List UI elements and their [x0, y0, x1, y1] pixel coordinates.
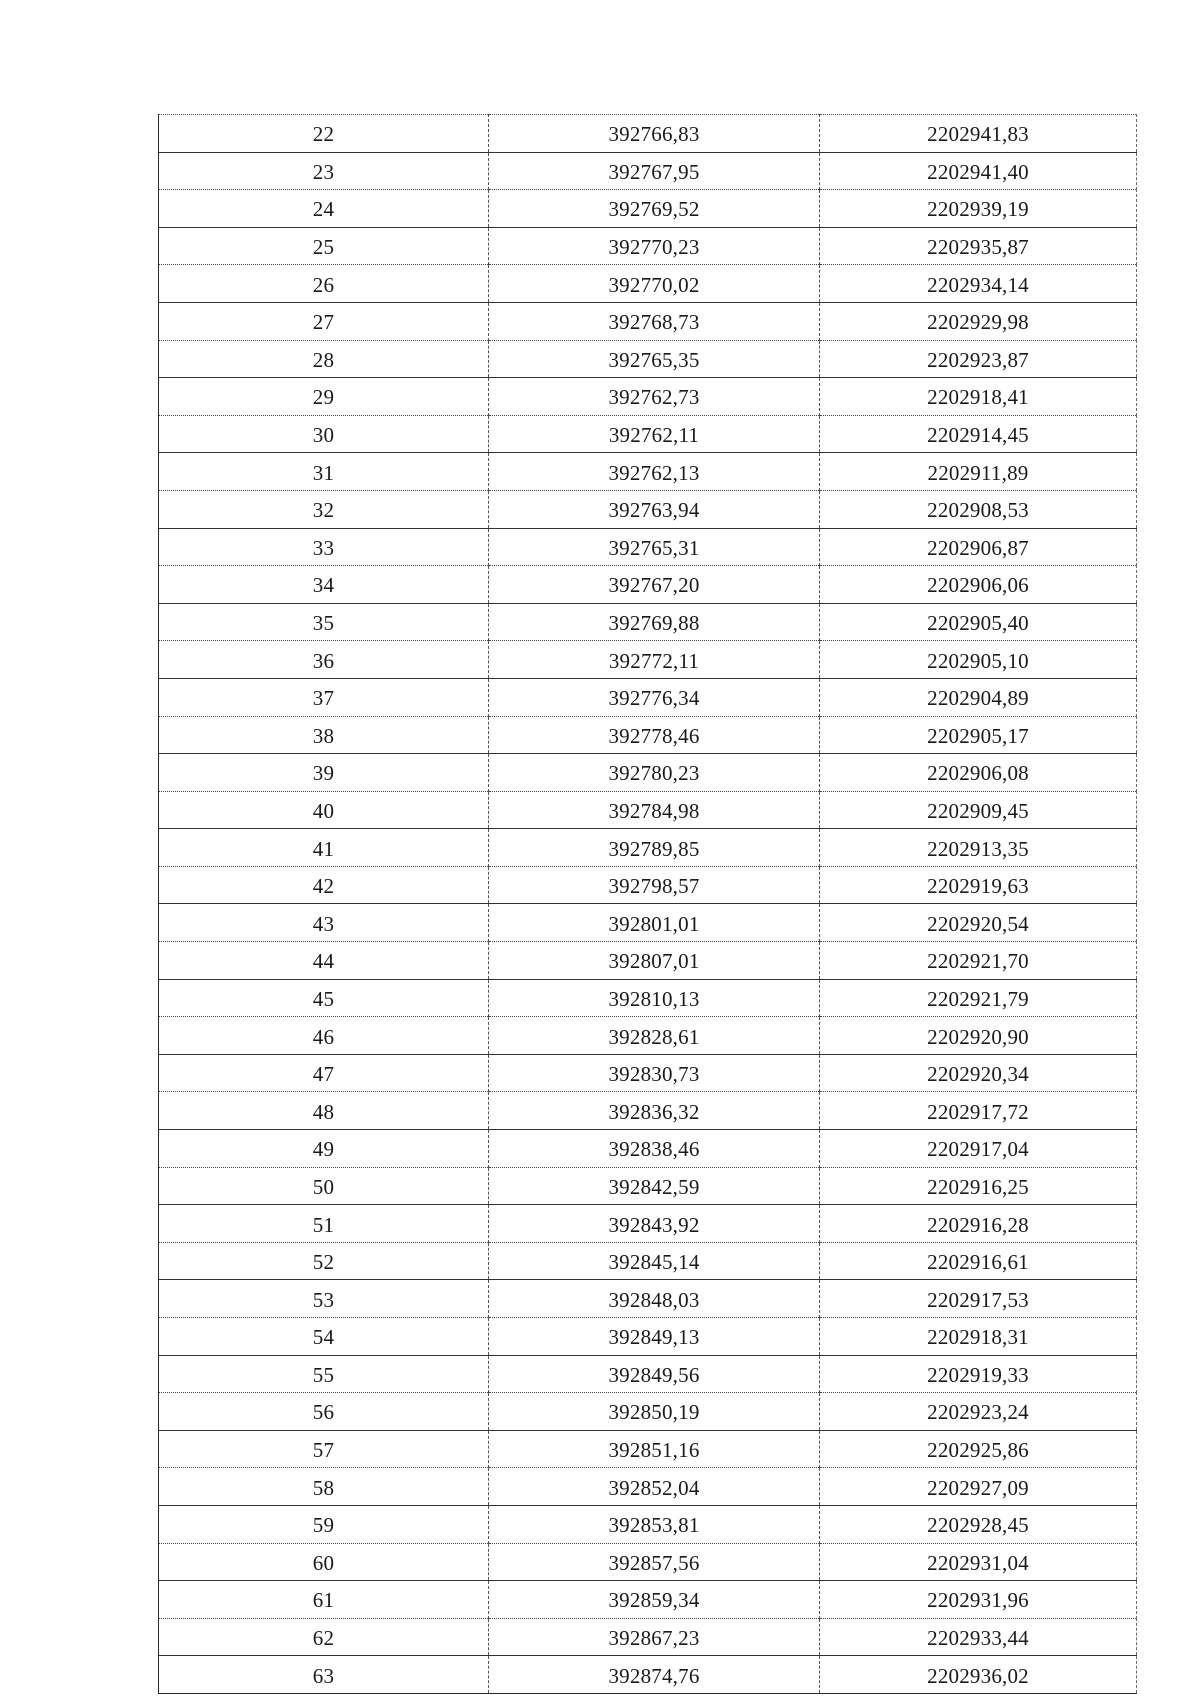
coordinates-table: [158, 114, 1137, 1694]
table-row: [159, 1543, 1137, 1581]
point-number-cell: 59: [159, 1505, 489, 1543]
point-number-cell: 48: [159, 1092, 489, 1130]
y-coordinate-cell: 2202931,96: [820, 1581, 1137, 1619]
x-coordinate-cell: 392810,13: [489, 979, 820, 1017]
y-coordinate-cell: 2202941,83: [820, 115, 1137, 153]
x-coordinate-cell: 392770,02: [489, 265, 820, 303]
x-coordinate-cell: 392780,23: [489, 754, 820, 792]
table-row: [159, 265, 1137, 303]
table-row: [159, 678, 1137, 716]
table-row: [159, 942, 1137, 980]
point-number-cell: 29: [159, 378, 489, 416]
point-number-cell: 42: [159, 866, 489, 904]
table-row: [159, 1430, 1137, 1468]
y-coordinate-cell: 2202927,09: [820, 1468, 1137, 1506]
x-coordinate-cell: 392767,20: [489, 566, 820, 604]
point-number-cell: 34: [159, 566, 489, 604]
table-row: [159, 641, 1137, 679]
x-coordinate-cell: 392801,01: [489, 904, 820, 942]
y-coordinate-cell: 2202923,87: [820, 340, 1137, 378]
y-coordinate-cell: 2202921,79: [820, 979, 1137, 1017]
x-coordinate-cell: 392763,94: [489, 490, 820, 528]
x-coordinate-cell: 392850,19: [489, 1393, 820, 1431]
point-number-cell: 55: [159, 1355, 489, 1393]
y-coordinate-cell: 2202916,28: [820, 1205, 1137, 1243]
table-row: [159, 904, 1137, 942]
point-number-cell: 46: [159, 1017, 489, 1055]
point-number-cell: 24: [159, 190, 489, 228]
y-coordinate-cell: 2202916,25: [820, 1167, 1137, 1205]
table-row: [159, 1280, 1137, 1318]
point-number-cell: 57: [159, 1430, 489, 1468]
point-number-cell: 26: [159, 265, 489, 303]
y-coordinate-cell: 2202905,40: [820, 603, 1137, 641]
point-number-cell: 47: [159, 1054, 489, 1092]
x-coordinate-cell: 392828,61: [489, 1017, 820, 1055]
x-coordinate-cell: 392769,52: [489, 190, 820, 228]
point-number-cell: 27: [159, 302, 489, 340]
table-row: [159, 1054, 1137, 1092]
y-coordinate-cell: 2202911,89: [820, 453, 1137, 491]
x-coordinate-cell: 392776,34: [489, 678, 820, 716]
table-row: [159, 716, 1137, 754]
y-coordinate-cell: 2202920,34: [820, 1054, 1137, 1092]
table-row: [159, 979, 1137, 1017]
x-coordinate-cell: 392849,56: [489, 1355, 820, 1393]
y-coordinate-cell: 2202906,08: [820, 754, 1137, 792]
y-coordinate-cell: 2202909,45: [820, 791, 1137, 829]
point-number-cell: 44: [159, 942, 489, 980]
x-coordinate-cell: 392770,23: [489, 227, 820, 265]
y-coordinate-cell: 2202936,02: [820, 1656, 1137, 1694]
table-row: [159, 115, 1137, 153]
x-coordinate-cell: 392784,98: [489, 791, 820, 829]
x-coordinate-cell: 392838,46: [489, 1130, 820, 1168]
point-number-cell: 49: [159, 1130, 489, 1168]
point-number-cell: 31: [159, 453, 489, 491]
point-number-cell: 41: [159, 829, 489, 867]
y-coordinate-cell: 2202929,98: [820, 302, 1137, 340]
x-coordinate-cell: 392767,95: [489, 152, 820, 190]
table-row: [159, 754, 1137, 792]
table-row: [159, 1242, 1137, 1280]
point-number-cell: 45: [159, 979, 489, 1017]
x-coordinate-cell: 392807,01: [489, 942, 820, 980]
x-coordinate-cell: 392848,03: [489, 1280, 820, 1318]
y-coordinate-cell: 2202921,70: [820, 942, 1137, 980]
point-number-cell: 32: [159, 490, 489, 528]
x-coordinate-cell: 392859,34: [489, 1581, 820, 1619]
coordinates-table-body: [159, 115, 1137, 1694]
x-coordinate-cell: 392830,73: [489, 1054, 820, 1092]
point-number-cell: 30: [159, 415, 489, 453]
y-coordinate-cell: 2202917,72: [820, 1092, 1137, 1130]
x-coordinate-cell: 392845,14: [489, 1242, 820, 1280]
table-row: [159, 415, 1137, 453]
x-coordinate-cell: 392762,73: [489, 378, 820, 416]
table-row: [159, 302, 1137, 340]
x-coordinate-cell: 392769,88: [489, 603, 820, 641]
x-coordinate-cell: 392789,85: [489, 829, 820, 867]
y-coordinate-cell: 2202918,41: [820, 378, 1137, 416]
point-number-cell: 36: [159, 641, 489, 679]
x-coordinate-cell: 392857,56: [489, 1543, 820, 1581]
point-number-cell: 62: [159, 1618, 489, 1656]
point-number-cell: 37: [159, 678, 489, 716]
x-coordinate-cell: 392851,16: [489, 1430, 820, 1468]
x-coordinate-cell: 392853,81: [489, 1505, 820, 1543]
table-row: [159, 1505, 1137, 1543]
table-row: [159, 1167, 1137, 1205]
point-number-cell: 35: [159, 603, 489, 641]
point-number-cell: 54: [159, 1318, 489, 1356]
x-coordinate-cell: 392778,46: [489, 716, 820, 754]
table-row: [159, 1355, 1137, 1393]
y-coordinate-cell: 2202920,54: [820, 904, 1137, 942]
table-row: [159, 829, 1137, 867]
point-number-cell: 39: [159, 754, 489, 792]
table-row: [159, 490, 1137, 528]
point-number-cell: 50: [159, 1167, 489, 1205]
table-row: [159, 1468, 1137, 1506]
y-coordinate-cell: 2202939,19: [820, 190, 1137, 228]
point-number-cell: 61: [159, 1581, 489, 1619]
y-coordinate-cell: 2202920,90: [820, 1017, 1137, 1055]
point-number-cell: 28: [159, 340, 489, 378]
table-row: [159, 528, 1137, 566]
table-row: [159, 152, 1137, 190]
y-coordinate-cell: 2202916,61: [820, 1242, 1137, 1280]
y-coordinate-cell: 2202917,04: [820, 1130, 1137, 1168]
point-number-cell: 33: [159, 528, 489, 566]
y-coordinate-cell: 2202925,86: [820, 1430, 1137, 1468]
table-row: [159, 1581, 1137, 1619]
y-coordinate-cell: 2202905,10: [820, 641, 1137, 679]
y-coordinate-cell: 2202919,63: [820, 866, 1137, 904]
table-row: [159, 1656, 1137, 1694]
table-row: [159, 1092, 1137, 1130]
y-coordinate-cell: 2202906,06: [820, 566, 1137, 604]
point-number-cell: 63: [159, 1656, 489, 1694]
x-coordinate-cell: 392836,32: [489, 1092, 820, 1130]
point-number-cell: 43: [159, 904, 489, 942]
table-row: [159, 190, 1137, 228]
x-coordinate-cell: 392798,57: [489, 866, 820, 904]
table-row: [159, 566, 1137, 604]
table-row: [159, 227, 1137, 265]
y-coordinate-cell: 2202905,17: [820, 716, 1137, 754]
x-coordinate-cell: 392849,13: [489, 1318, 820, 1356]
table-row: [159, 378, 1137, 416]
x-coordinate-cell: 392765,35: [489, 340, 820, 378]
x-coordinate-cell: 392772,11: [489, 641, 820, 679]
table-row: [159, 1618, 1137, 1656]
y-coordinate-cell: 2202935,87: [820, 227, 1137, 265]
table-row: [159, 340, 1137, 378]
y-coordinate-cell: 2202913,35: [820, 829, 1137, 867]
y-coordinate-cell: 2202908,53: [820, 490, 1137, 528]
table-row: [159, 1017, 1137, 1055]
y-coordinate-cell: 2202928,45: [820, 1505, 1137, 1543]
x-coordinate-cell: 392874,76: [489, 1656, 820, 1694]
y-coordinate-cell: 2202904,89: [820, 678, 1137, 716]
x-coordinate-cell: 392766,83: [489, 115, 820, 153]
table-row: [159, 866, 1137, 904]
y-coordinate-cell: 2202933,44: [820, 1618, 1137, 1656]
y-coordinate-cell: 2202906,87: [820, 528, 1137, 566]
point-number-cell: 56: [159, 1393, 489, 1431]
point-number-cell: 53: [159, 1280, 489, 1318]
x-coordinate-cell: 392843,92: [489, 1205, 820, 1243]
y-coordinate-cell: 2202923,24: [820, 1393, 1137, 1431]
y-coordinate-cell: 2202918,31: [820, 1318, 1137, 1356]
y-coordinate-cell: 2202941,40: [820, 152, 1137, 190]
x-coordinate-cell: 392765,31: [489, 528, 820, 566]
table-row: [159, 453, 1137, 491]
point-number-cell: 38: [159, 716, 489, 754]
table-row: [159, 791, 1137, 829]
y-coordinate-cell: 2202931,04: [820, 1543, 1137, 1581]
point-number-cell: 52: [159, 1242, 489, 1280]
x-coordinate-cell: 392762,11: [489, 415, 820, 453]
table-row: [159, 603, 1137, 641]
point-number-cell: 40: [159, 791, 489, 829]
x-coordinate-cell: 392842,59: [489, 1167, 820, 1205]
point-number-cell: 51: [159, 1205, 489, 1243]
y-coordinate-cell: 2202919,33: [820, 1355, 1137, 1393]
table-row: [159, 1130, 1137, 1168]
x-coordinate-cell: 392762,13: [489, 453, 820, 491]
point-number-cell: 58: [159, 1468, 489, 1506]
table-row: [159, 1205, 1137, 1243]
y-coordinate-cell: 2202934,14: [820, 265, 1137, 303]
point-number-cell: 22: [159, 115, 489, 153]
table-row: [159, 1318, 1137, 1356]
y-coordinate-cell: 2202917,53: [820, 1280, 1137, 1318]
table-row: [159, 1393, 1137, 1431]
point-number-cell: 25: [159, 227, 489, 265]
x-coordinate-cell: 392768,73: [489, 302, 820, 340]
x-coordinate-cell: 392867,23: [489, 1618, 820, 1656]
y-coordinate-cell: 2202914,45: [820, 415, 1137, 453]
x-coordinate-cell: 392852,04: [489, 1468, 820, 1506]
point-number-cell: 60: [159, 1543, 489, 1581]
point-number-cell: 23: [159, 152, 489, 190]
